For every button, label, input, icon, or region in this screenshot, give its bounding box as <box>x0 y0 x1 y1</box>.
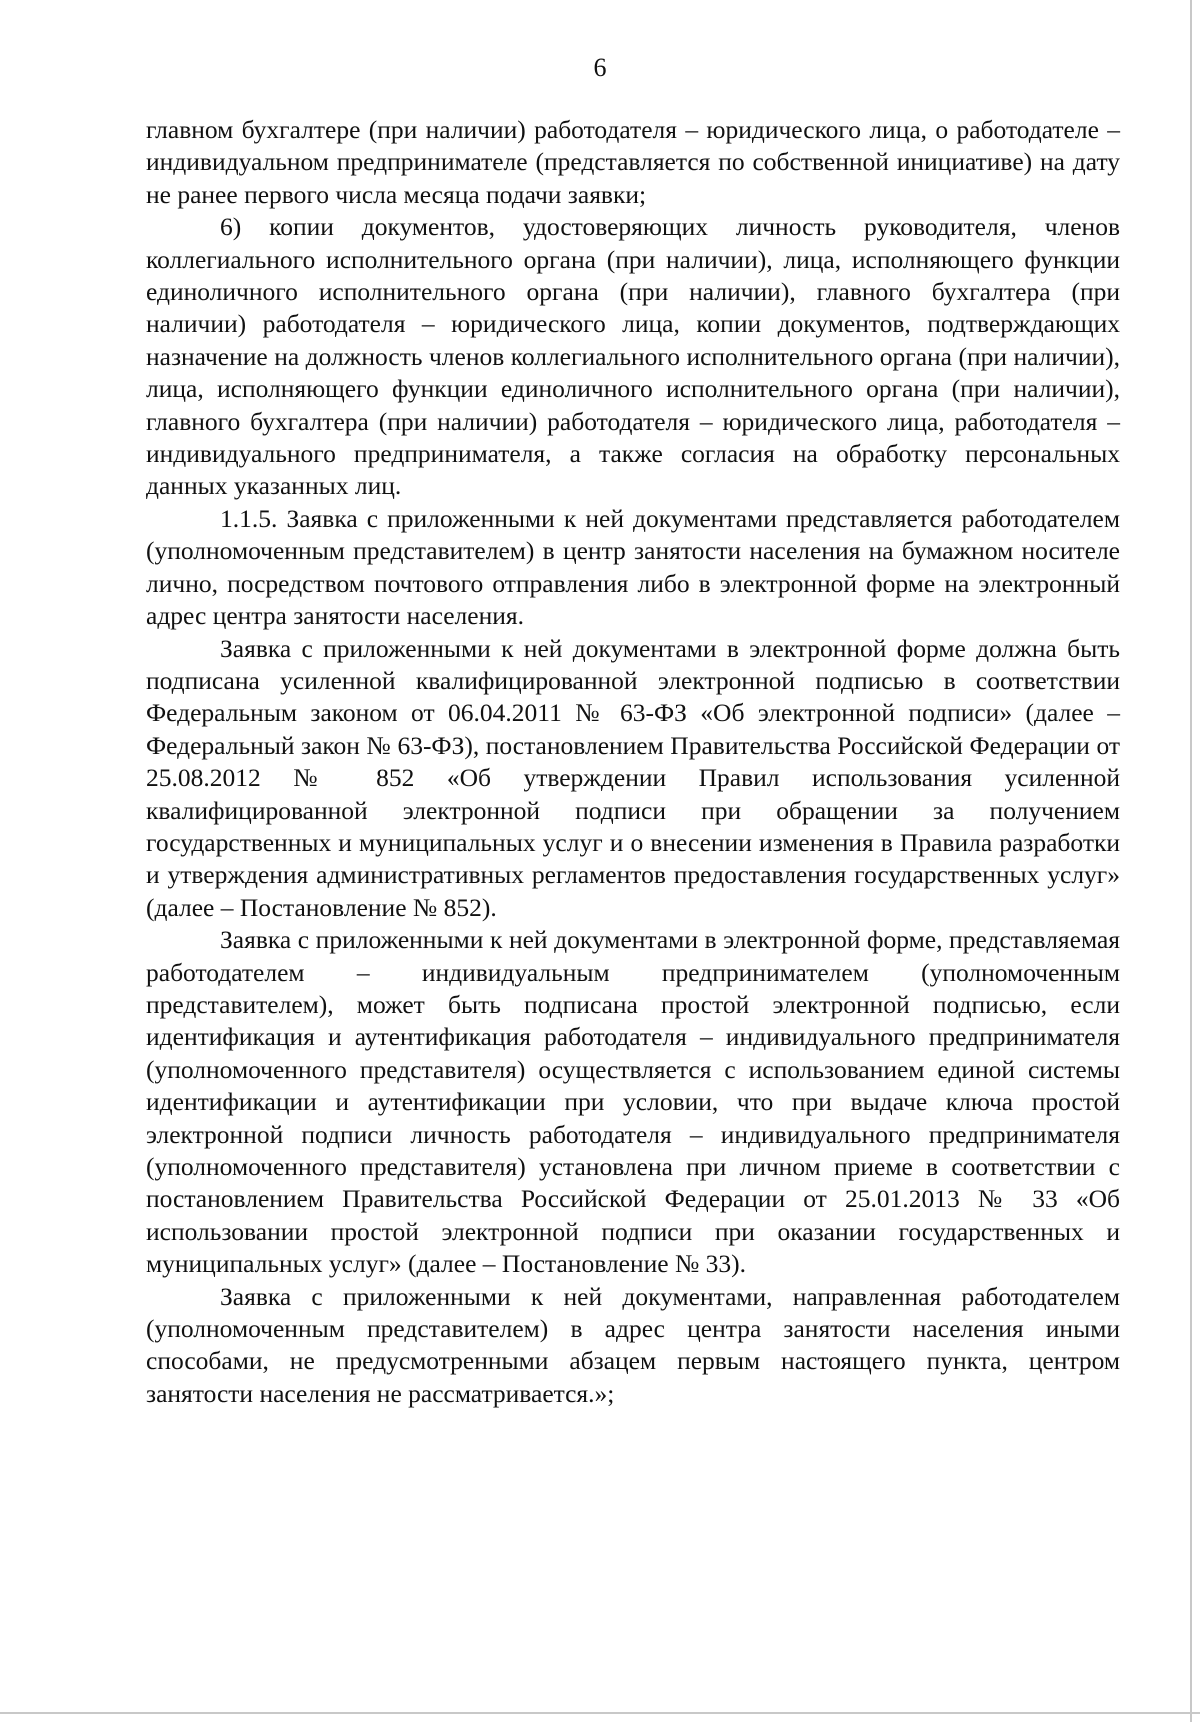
paragraph-not-considered: Заявка с приложенными к ней документами, направленная работодателем (уполномоченным представителем) в адрес центра занятости населения иными способами, не предусмотренными абзацем первым настоящего пункта, центром занятости населения не рассматривается.»; <box>146 1281 1120 1408</box>
document-body <box>146 114 1120 1410</box>
paragraph-item-6: 6) копии документов, удостоверяющих личность руководителя, членов коллегиального исполнительного органа (при наличии), лица, исполняющего функции единоличного исполнительного органа (при наличии), главного бухгалтера (при наличии) работодателя – юридического лица, копии документов, подтверждающих назначение на должность членов коллегиального исполнительного органа (при наличии), лица, исполняющего функции единоличного исполнительного органа (при наличии), главного бухгалтера (при наличии) работодателя – юридического лица, работодателя – индивидуального предпринимателя, а также согласия на обработку персональных данных указанных лиц. <box>146 212 1120 501</box>
paragraph-continuation: главном бухгалтере (при наличии) работодателя – юридического лица, о работодателе – индивидуальном предпринимателе (представляется по собственной инициативе) на дату не ранее первого числа месяца подачи заявки; <box>146 115 1120 209</box>
paragraph-simple-signature: Заявка с приложенными к ней документами в электронной форме, представляемая работодателем – индивидуальным предпринимателем (уполномоченным представителем), может быть подписана простой электронной подписью, если идентификация и аутентификация работодателя – индивидуального предпринимателя (уполномоченного представителя) осуществляется с использованием единой системы идентификации и аутентификации при условии, что при выдаче ключа простой электронной подписи личность работодателя – индивидуального предпринимателя (уполномоченного представителя) установлена при личном приеме в соответствии с постановлением Правительства Российской Федерации от 25.01.2013 № 33 «Об использовании простой электронной подписи при оказании государственных и муниципальных услуг» (далее – Постановление № 33). <box>146 925 1120 1279</box>
scan-right-edge <box>1190 0 1192 1722</box>
scan-bottom-edge <box>0 1712 1200 1714</box>
paragraph-qualified-signature: Заявка с приложенными к ней документами в электронной форме должна быть подписана усиленной квалифицированной электронной подписью в соответствии Федеральным законом от 06.04.2011 № 63-ФЗ «Об электронной подписи» (далее – Федеральный закон № 63-ФЗ), постановлением Правительства Российской Федерации от 25.08.2012 № 852 «Об утверждении Правил использования усиленной квалифицированной электронной подписи при обращении за получением государственных и муниципальных услуг и о внесении изменения в Правила разработки и утверждения административных регламентов предоставления государственных услуг» (далее – Постановление № 852). <box>146 633 1120 922</box>
paragraph-clause-1-1-5: 1.1.5. Заявка с приложенными к ней документами представляется работодателем (уполномоченным представителем) в центр занятости населения на бумажном носителе лично, посредством почтового отправления либо в электронной форме на электронный адрес центра занятости населения. <box>146 503 1120 631</box>
page-number: 6 <box>593 53 607 82</box>
